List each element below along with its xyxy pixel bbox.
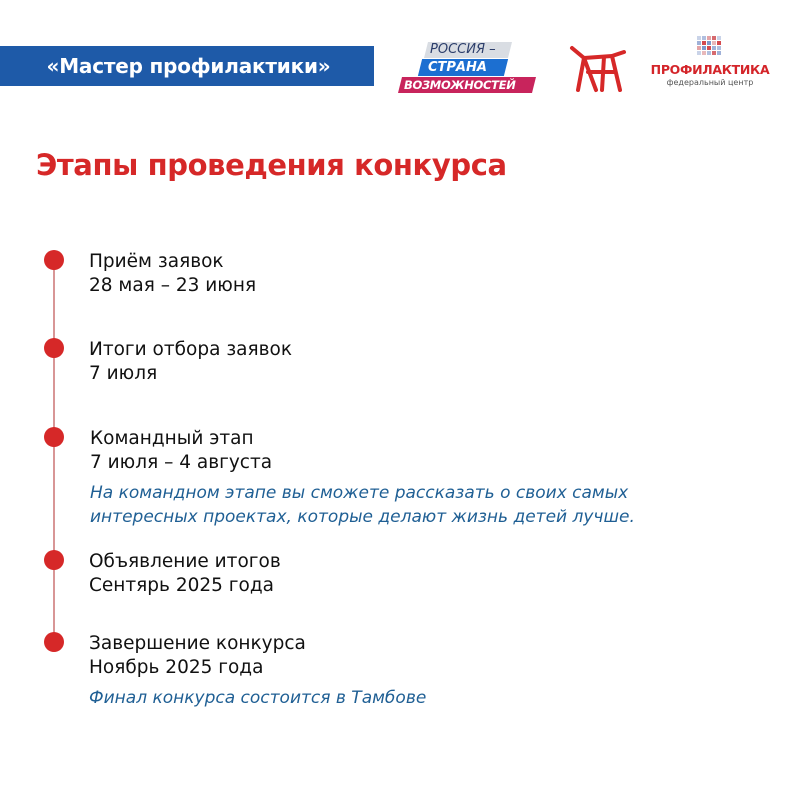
stage-title: Объявление итогов [89, 551, 281, 572]
stage-item [90, 427, 635, 529]
stage-item [89, 338, 292, 386]
timeline-dot [44, 632, 64, 652]
timeline-dot [44, 550, 64, 570]
logo-line-1: РОССИЯ – [430, 42, 496, 57]
stage-note-line-1: На командном этапе вы сможете рассказать о своих самых [90, 483, 629, 503]
timeline-line [53, 260, 55, 642]
timeline-dot [44, 250, 64, 270]
stage-item [89, 632, 426, 710]
profilaktika-logo-subtitle: федеральный центр [666, 78, 754, 87]
stage-date: 7 июля – 4 августа [90, 452, 273, 473]
profilaktika-logo-name: ПРОФИЛАКТИКА [650, 62, 770, 77]
logo-line-2: СТРАНА [428, 60, 487, 75]
header-banner [0, 46, 374, 86]
stage-title: Завершение конкурса [89, 633, 306, 654]
profilaktika-logo [644, 36, 776, 92]
timeline-dot [44, 338, 64, 358]
stage-date: Сентярь 2025 года [89, 575, 274, 596]
russia-strana-vozmozhnostey-logo [398, 40, 540, 96]
stage-title: Итоги отбора заявок [89, 339, 293, 360]
stage-title: Командный этап [90, 428, 254, 449]
logo-line-3: ВОЗМОЖНОСТЕЙ [404, 78, 516, 92]
grid-mark-icon [697, 36, 723, 56]
stage-note: Финал конкурса состоится в Тамбове [89, 688, 427, 708]
stage-date: Ноябрь 2025 года [89, 657, 264, 678]
horse-icon [568, 42, 630, 94]
stage-note-line-2: интересных проектах, которые делают жизнь детей лучше. [90, 507, 635, 527]
page-title: Этапы проведения конкурса [36, 148, 507, 182]
stage-item [89, 250, 256, 298]
stage-item [89, 550, 281, 598]
stage-title: Приём заявок [89, 251, 224, 272]
stage-date: 7 июля [89, 363, 158, 384]
timeline-dot [44, 427, 64, 447]
stage-date: 28 мая – 23 июня [89, 275, 257, 296]
banner-title: «Мастер профилактики» [14, 51, 363, 81]
